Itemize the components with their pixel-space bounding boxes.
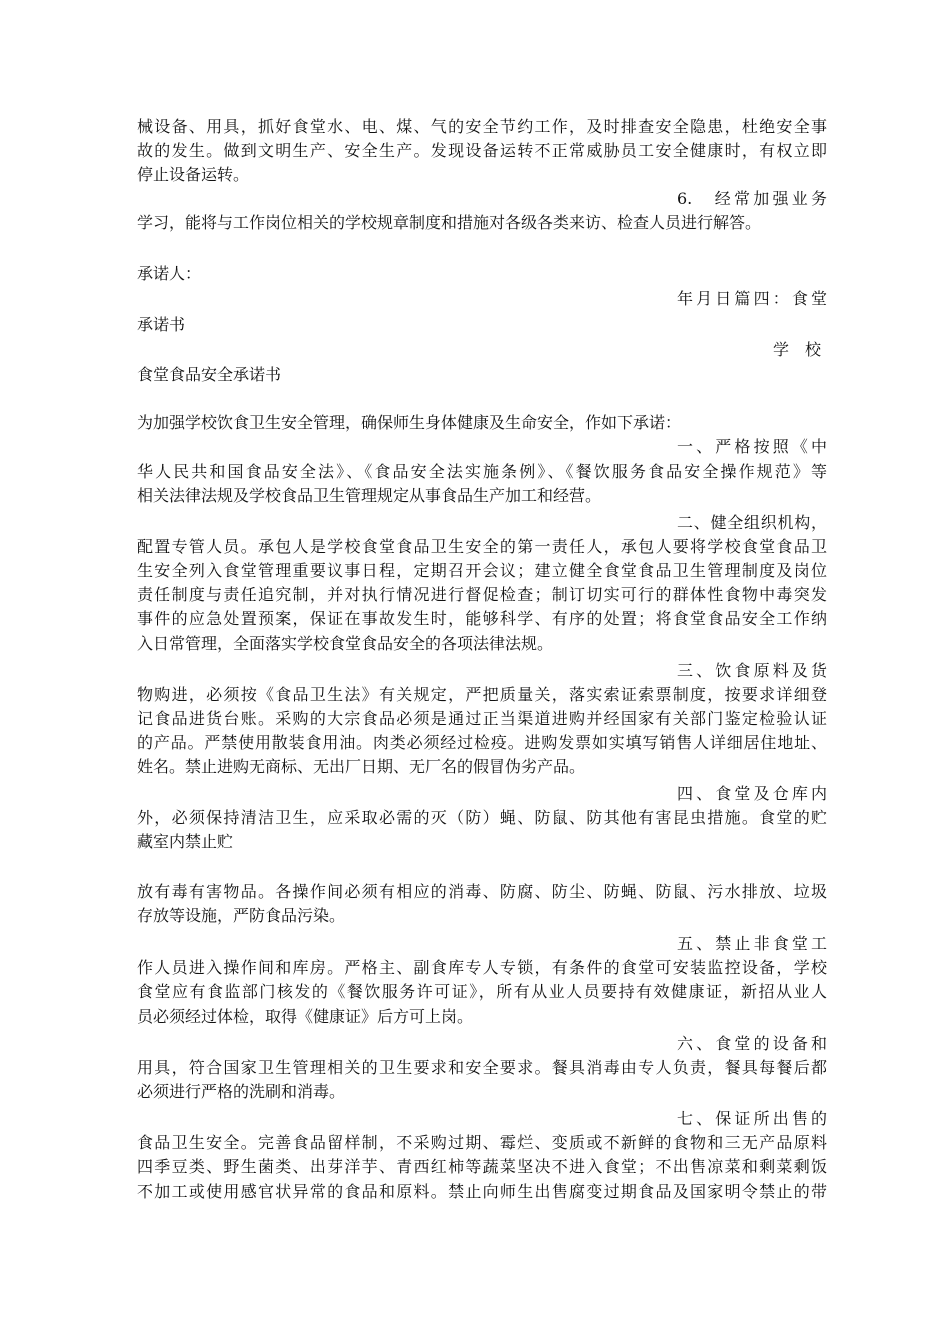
text-line: 员必须经过体检，取得《健康证》后方可上岗。: [137, 1007, 474, 1026]
text-line: 外，必须保持清洁卫生，应采取必需的灭（防）蝇、防鼠、防其他有害昆虫措施。食堂的贮: [137, 808, 827, 827]
school-label: 学 校: [772, 340, 821, 359]
document-title: 食堂食品安全承诺书: [137, 365, 282, 384]
text-line: 四季豆类、野生菌类、出芽洋芋、青西红柿等蔬菜坚决不进入食堂；不出售凉菜和剩菜剩饭: [137, 1157, 827, 1176]
section-heading: 三、饮食原料及货: [677, 661, 827, 680]
text-line: 故的发生。做到文明生产、安全生产。发现设备运转不正常威胁员工安全健康时，有权立即: [137, 141, 827, 160]
section-heading: 五、禁止非食堂工: [677, 934, 827, 953]
text-line: 必须进行严格的洗刷和消毒。: [137, 1082, 346, 1101]
text-line: 华人民共和国食品安全法》、《食品安全法实施条例》、《餐饮服务食品安全操作规范》等: [137, 462, 827, 481]
text-line: 存放等设施，严防食品污染。: [137, 906, 346, 925]
section-heading: 六、食堂的设备和: [677, 1034, 827, 1053]
text-line: 生安全列入食堂管理重要议事日程，定期召开会议；建立健全食堂食品卫生管理制度及岗位: [137, 561, 827, 580]
section-heading: 七、保证所出售的: [677, 1109, 827, 1128]
section-number-line: 6. 经常加强业务: [677, 189, 827, 208]
text-line: 械设备、用具，抓好食堂水、电、煤、气的安全节约工作，及时排查安全隐患，杜绝安全事: [137, 117, 827, 136]
text-line: 用具，符合国家卫生管理相关的卫生要求和安全要求。餐具消毒由专人负责，餐具每餐后都: [137, 1058, 827, 1077]
section-heading: 一、严格按照《中: [677, 437, 827, 456]
text-line: 入日常管理，全面落实学校食堂食品安全的各项法律法规。: [137, 634, 554, 653]
text-line: 物购进，必须按《食品卫生法》有关规定，严把质量关，落实索证索票制度，按要求详细登: [137, 685, 827, 704]
text-line: 相关法律法规及学校食品卫生管理规定从事食品生产加工和经营。: [137, 486, 602, 505]
text-line: 食品卫生安全。完善食品留样制，不采购过期、霉烂、变质或不新鲜的食物和三无产品原料: [137, 1133, 827, 1152]
section-heading: 二、健全组织机构，: [677, 513, 827, 532]
text-line: 事件的应急处置预案，保证在事故发生时，能够科学、有序的处置；将食堂食品安全工作纳: [137, 609, 827, 628]
text-line: 的产品。严禁使用散装食用油。肉类必须经过检疫。进购发票如实填写销售人详细居住地址、: [137, 733, 827, 752]
text-line: 配置专管人员。承包人是学校食堂食品卫生安全的第一责任人，承包人要将学校食堂食品卫: [137, 537, 827, 556]
intro-line: 为加强学校饮食卫生安全管理，确保师生身体健康及生命安全，作如下承诺：: [137, 413, 682, 432]
text-line: 放有毒有害物品。各操作间必须有相应的消毒、防腐、防尘、防蝇、防鼠、污水排放、垃圾: [137, 882, 827, 901]
text-line: 停止设备运转。: [137, 165, 250, 184]
promisor-label: 承诺人：: [137, 264, 202, 283]
text-line: 藏室内禁止贮: [137, 832, 234, 851]
text-line: 学习，能将与工作岗位相关的学校规章制度和措施对各级各类来访、检查人员进行解答。: [137, 213, 762, 232]
text-line: 作人员进入操作间和库房。严格主、副食库专人专锁，有条件的食堂可安装监控设备，学校: [137, 958, 827, 977]
date-line: 年月日篇四：食堂: [677, 289, 827, 308]
text-line: 责任制度与责任追究制，并对执行情况进行督促检查；制订切实可行的群体性食物中毒突发: [137, 585, 827, 604]
section-heading: 四、食堂及仓库内: [677, 784, 827, 803]
text-line: 记食品进货台账。采购的大宗食品必须是通过正当渠道进购并经国家有关部门鉴定检验认证: [137, 709, 827, 728]
text-line: 承诺书: [137, 315, 186, 334]
text-line: 不加工或使用感官状异常的食品和原料。禁止向师生出售腐变过期食品及国家明令禁止的带: [137, 1182, 827, 1201]
text-line: 姓名。禁止进购无商标、无出厂日期、无厂名的假冒伪劣产品。: [137, 757, 586, 776]
text-line: 食堂应有食监部门核发的《餐饮服务许可证》，所有从业人员要持有效健康证，新招从业人: [137, 982, 827, 1001]
